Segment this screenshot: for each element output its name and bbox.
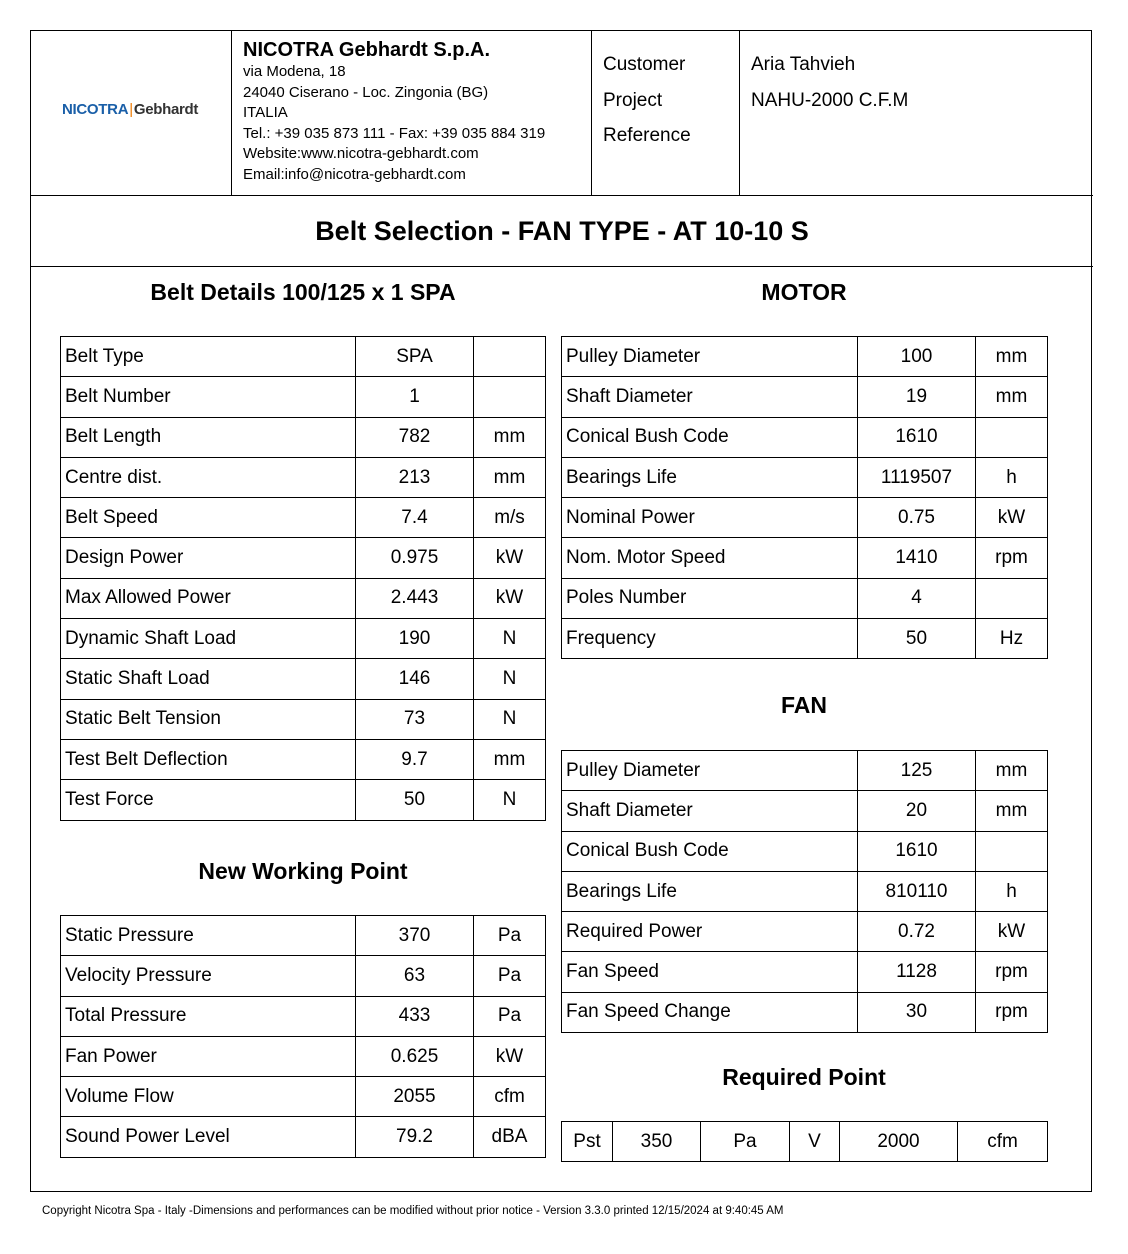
row-unit: rpm <box>976 538 1048 578</box>
header <box>31 31 1093 196</box>
row-label: Belt Number <box>61 377 356 417</box>
row-label: Velocity Pressure <box>61 956 356 996</box>
table-row <box>562 337 1048 377</box>
row-label: Test Force <box>61 780 356 820</box>
row-value: 7.4 <box>356 498 474 538</box>
table-row <box>61 1077 546 1117</box>
row-value: 2055 <box>356 1077 474 1117</box>
table-row <box>562 751 1048 791</box>
row-label: Static Shaft Load <box>61 659 356 699</box>
row-value: 9.7 <box>356 739 474 779</box>
row-label: Static Pressure <box>61 916 356 956</box>
row-unit: mm <box>976 791 1048 831</box>
table-row <box>562 992 1048 1032</box>
row-value: 30 <box>858 992 976 1032</box>
row-label: Dynamic Shaft Load <box>61 619 356 659</box>
row-value: SPA <box>356 337 474 377</box>
row-value: 782 <box>356 417 474 457</box>
table-row <box>61 739 546 779</box>
email-line: Email:info@nicotra-gebhardt.com <box>243 165 466 183</box>
reference-label: Reference <box>603 125 691 146</box>
row-unit: dBA <box>474 1117 546 1157</box>
row-unit: h <box>976 871 1048 911</box>
row-label: Test Belt Deflection <box>61 739 356 779</box>
row-label: Centre dist. <box>61 457 356 497</box>
table-row <box>61 956 546 996</box>
table-row <box>61 457 546 497</box>
company-info <box>232 31 592 195</box>
row-value: 19 <box>858 377 976 417</box>
row-unit <box>976 417 1048 457</box>
volume-value: 2000 <box>840 1122 958 1162</box>
row-unit: Pa <box>474 916 546 956</box>
table-row <box>61 996 546 1036</box>
row-label: Sound Power Level <box>61 1117 356 1157</box>
row-unit: N <box>474 619 546 659</box>
row-unit: kW <box>976 912 1048 952</box>
company-logo: NICOTRA|Gebhardt <box>62 101 199 118</box>
row-unit: mm <box>976 751 1048 791</box>
copyright-footer: Copyright Nicotra Spa - Italy -Dimensions and performances can be modified without prior notice - Version 3.3.0 printed 12/15/2024 at 9:40:45 AM <box>42 1205 784 1217</box>
customer-label: Customer <box>603 54 686 75</box>
page-title: Belt Selection - FAN TYPE - AT 10-10 S <box>31 196 1093 267</box>
row-unit: cfm <box>474 1077 546 1117</box>
company-name: NICOTRA Gebhardt S.p.A. <box>243 39 491 61</box>
table-row <box>562 578 1048 618</box>
table-row <box>61 377 546 417</box>
row-label: Frequency <box>562 619 858 659</box>
row-unit: mm <box>474 417 546 457</box>
row-label: Bearings Life <box>562 871 858 911</box>
row-label: Design Power <box>61 538 356 578</box>
table-row <box>61 916 546 956</box>
datasheet-page <box>30 30 1092 1192</box>
row-value: 370 <box>356 916 474 956</box>
table-row <box>562 871 1048 911</box>
belt-details-table <box>60 336 546 821</box>
table-row <box>562 912 1048 952</box>
new-working-point-table <box>60 915 546 1158</box>
customer-value: Aria Tahvieh <box>751 54 856 75</box>
fan-table <box>561 750 1048 1033</box>
row-label: Max Allowed Power <box>61 578 356 618</box>
table-row <box>562 1122 1048 1162</box>
row-value: 1610 <box>858 831 976 871</box>
row-unit: rpm <box>976 952 1048 992</box>
address-line: ITALIA <box>243 104 288 121</box>
table-row <box>562 417 1048 457</box>
row-unit <box>976 578 1048 618</box>
phone-fax-line: Tel.: +39 035 873 111 - Fax: +39 035 884 319 <box>243 124 546 142</box>
row-unit: mm <box>976 377 1048 417</box>
row-value: 125 <box>858 751 976 791</box>
row-value: 433 <box>356 996 474 1036</box>
row-label: Shaft Diameter <box>562 377 858 417</box>
row-value: 0.72 <box>858 912 976 952</box>
row-label: Belt Length <box>61 417 356 457</box>
table-row <box>61 1036 546 1076</box>
table-row <box>61 699 546 739</box>
row-label: Pulley Diameter <box>562 337 858 377</box>
row-unit: Pa <box>474 956 546 996</box>
project-label: Project <box>603 89 663 111</box>
table-row <box>562 538 1048 578</box>
row-value: 0.75 <box>858 498 976 538</box>
row-label: Nom. Motor Speed <box>562 538 858 578</box>
pst-unit: Pa <box>701 1122 790 1162</box>
row-unit: rpm <box>976 992 1048 1032</box>
website-line: Website:www.nicotra-gebhardt.com <box>243 145 479 162</box>
table-row <box>61 498 546 538</box>
table-row <box>562 791 1048 831</box>
row-value: 63 <box>356 956 474 996</box>
row-label: Fan Power <box>61 1036 356 1076</box>
row-unit: mm <box>474 457 546 497</box>
table-row <box>562 457 1048 497</box>
table-row <box>61 337 546 377</box>
table-row <box>61 578 546 618</box>
table-row <box>562 619 1048 659</box>
row-value: 1 <box>356 377 474 417</box>
row-value: 20 <box>858 791 976 831</box>
table-row <box>562 498 1048 538</box>
row-value: 146 <box>356 659 474 699</box>
row-label: Belt Speed <box>61 498 356 538</box>
row-unit: m/s <box>474 498 546 538</box>
row-label: Bearings Life <box>562 457 858 497</box>
motor-title: MOTOR <box>761 279 847 305</box>
table-row <box>61 417 546 457</box>
row-label: Fan Speed Change <box>562 992 858 1032</box>
row-value: 50 <box>356 780 474 820</box>
row-value: 100 <box>858 337 976 377</box>
table-row <box>61 1117 546 1157</box>
address-line: 24040 Ciserano - Loc. Zingonia (BG) <box>243 83 489 101</box>
row-value: 1410 <box>858 538 976 578</box>
row-unit: N <box>474 699 546 739</box>
row-value: 1119507 <box>858 457 976 497</box>
new-working-point-title: New Working Point <box>198 858 408 884</box>
row-unit: kW <box>474 578 546 618</box>
row-unit <box>976 831 1048 871</box>
row-label: Conical Bush Code <box>562 831 858 871</box>
row-label: Nominal Power <box>562 498 858 538</box>
project-value: NAHU-2000 C.F.M <box>751 89 909 111</box>
row-label: Belt Type <box>61 337 356 377</box>
header-labels <box>592 31 740 195</box>
row-unit: mm <box>976 337 1048 377</box>
row-value: 213 <box>356 457 474 497</box>
row-label: Required Power <box>562 912 858 952</box>
row-unit: Hz <box>976 619 1048 659</box>
table-row <box>61 538 546 578</box>
row-value: 73 <box>356 699 474 739</box>
row-unit <box>474 377 546 417</box>
row-unit: N <box>474 659 546 699</box>
row-label: Conical Bush Code <box>562 417 858 457</box>
row-label: Shaft Diameter <box>562 791 858 831</box>
address-line: via Modena, 18 <box>243 63 346 80</box>
row-unit: kW <box>474 1036 546 1076</box>
row-value: 2.443 <box>356 578 474 618</box>
pst-label: Pst <box>562 1122 613 1162</box>
table-row <box>61 619 546 659</box>
row-label: Static Belt Tension <box>61 699 356 739</box>
header-values <box>740 31 1092 195</box>
row-value: 4 <box>858 578 976 618</box>
volume-unit: cfm <box>958 1122 1048 1162</box>
row-label: Pulley Diameter <box>562 751 858 791</box>
row-unit: h <box>976 457 1048 497</box>
table-row <box>562 377 1048 417</box>
row-label: Total Pressure <box>61 996 356 1036</box>
row-unit <box>474 337 546 377</box>
logo-cell <box>31 31 232 195</box>
row-value: 50 <box>858 619 976 659</box>
table-row <box>562 952 1048 992</box>
fan-title: FAN <box>781 692 827 718</box>
row-value: 79.2 <box>356 1117 474 1157</box>
table-row <box>562 831 1048 871</box>
table-row <box>61 780 546 820</box>
required-point-title: Required Point <box>722 1064 886 1090</box>
row-value: 810110 <box>858 871 976 911</box>
row-value: 0.975 <box>356 538 474 578</box>
required-point-table <box>561 1121 1048 1162</box>
row-unit: mm <box>474 739 546 779</box>
row-value: 1610 <box>858 417 976 457</box>
row-unit: Pa <box>474 996 546 1036</box>
row-value: 0.625 <box>356 1036 474 1076</box>
row-unit: kW <box>976 498 1048 538</box>
row-unit: N <box>474 780 546 820</box>
row-label: Volume Flow <box>61 1077 356 1117</box>
row-label: Fan Speed <box>562 952 858 992</box>
row-unit: kW <box>474 538 546 578</box>
pst-value: 350 <box>613 1122 701 1162</box>
belt-details-title: Belt Details 100/125 x 1 SPA <box>150 279 456 305</box>
volume-label: V <box>790 1122 840 1162</box>
row-label: Poles Number <box>562 578 858 618</box>
row-value: 190 <box>356 619 474 659</box>
table-row <box>61 659 546 699</box>
motor-table <box>561 336 1048 659</box>
row-value: 1128 <box>858 952 976 992</box>
